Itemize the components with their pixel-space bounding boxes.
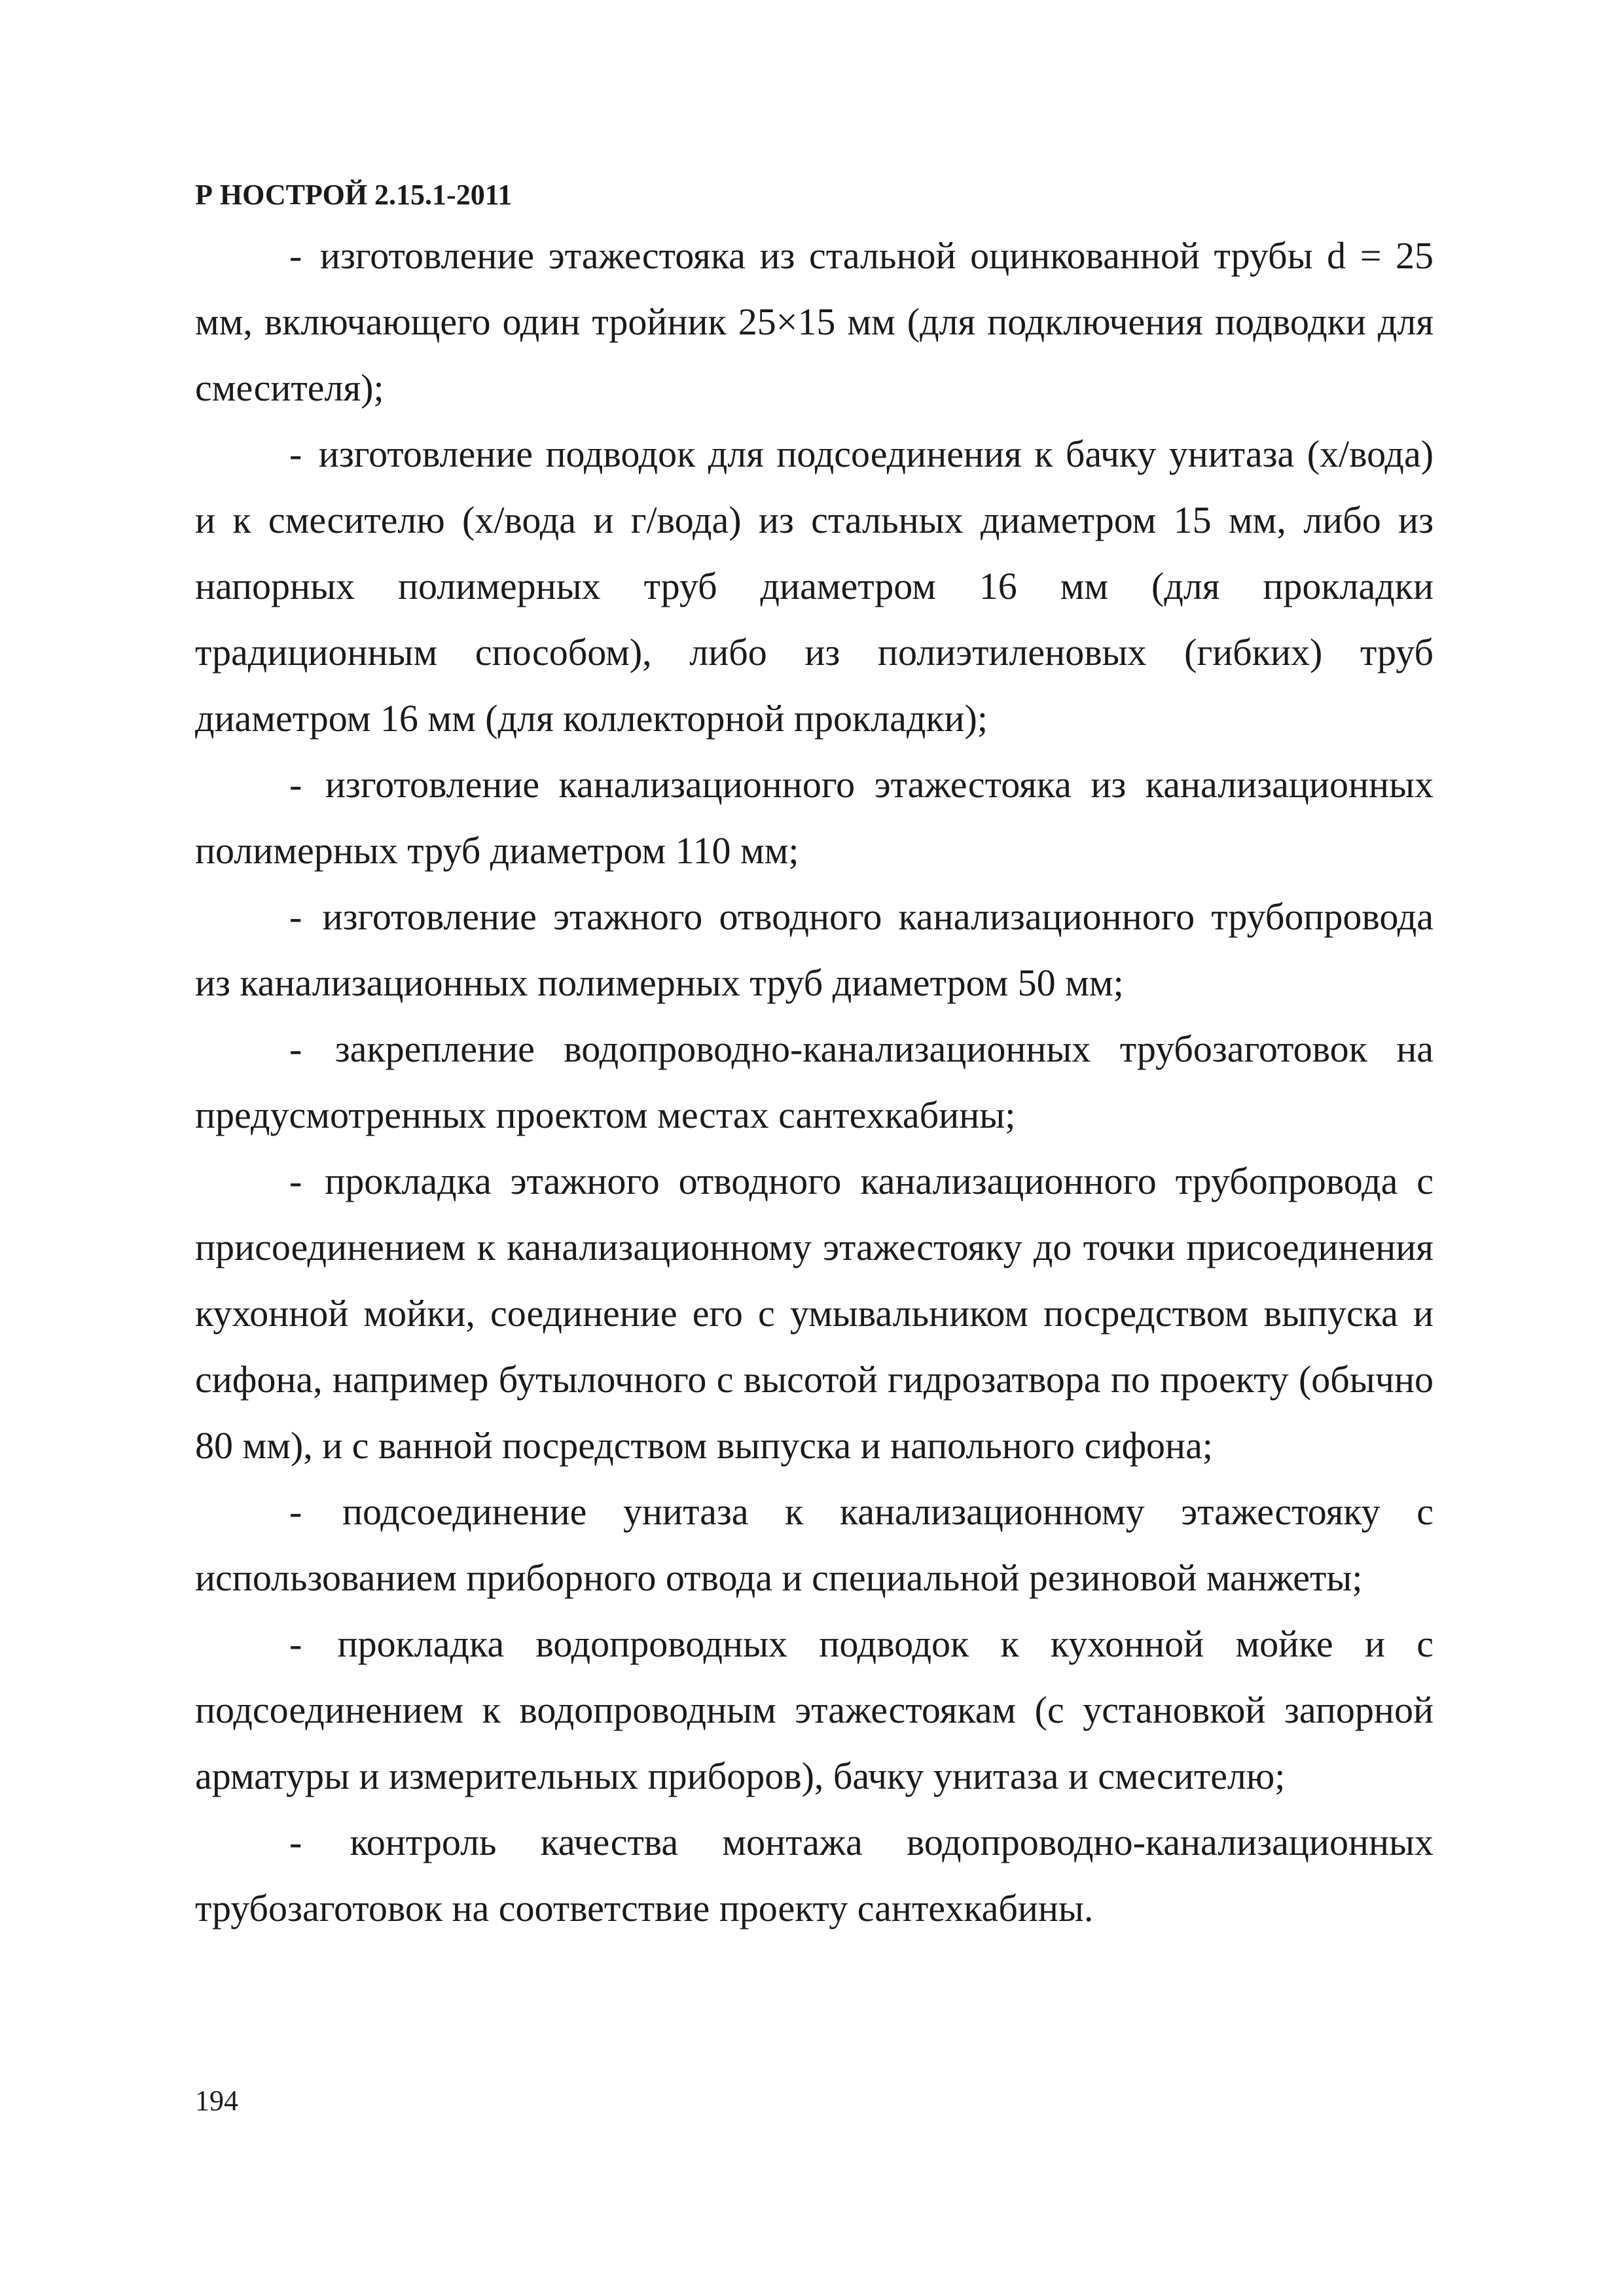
list-item-text: изготовление подводок для подсоединения к бачку унитаза (х/вода) и к смесителю (х/вода и г/вода) из стальных диаметром 15 мм, либо из напорных полимерных труб диаметром 16 мм (для прокладки традиционным способом), либо из полиэтиленовых (гибких) труб диаметром 16 мм (для коллекторной прокладки); <box>195 433 1434 740</box>
list-item <box>195 751 1434 884</box>
list-item <box>195 884 1434 1016</box>
list-item-text: подсоединение унитаза к канализационному этажестояку с использованием приборного отвода и специальной резиновой манжеты; <box>195 1490 1434 1599</box>
list-dash: - <box>289 1623 302 1665</box>
list-body <box>195 223 1434 1941</box>
list-item <box>195 1479 1434 1611</box>
list-item <box>195 1611 1434 1809</box>
page-number: 194 <box>195 2085 238 2117</box>
list-item <box>195 1016 1434 1148</box>
list-item-text: закрепление водопроводно-канализационных трубозаготовок на предусмотренных проектом местах сантехкабины; <box>195 1028 1434 1136</box>
list-item-text: изготовление канализационного этажестояка из канализационных полимерных труб диаметром 110 мм; <box>195 763 1434 872</box>
list-dash: - <box>289 1821 302 1863</box>
list-dash: - <box>289 1160 302 1202</box>
list-item-text: контроль качества монтажа водопроводно-канализационных трубозаготовок на соответствие проекту сантехкабины. <box>195 1821 1434 1929</box>
document-code-header: Р НОСТРОЙ 2.15.1-2011 <box>195 179 513 211</box>
list-item-text: изготовление этажестояка из стальной оцинкованной трубы d = 25 мм, включающего один тройник 25×15 мм (для подключения подводки для смесителя); <box>195 234 1434 409</box>
list-item <box>195 421 1434 751</box>
list-item <box>195 1809 1434 1941</box>
list-dash: - <box>289 433 302 475</box>
list-dash: - <box>289 763 302 806</box>
list-item-text: прокладка этажного отводного канализационного трубопровода с присоединением к канализационному этажестояку до точки присоединения кухонной мойки, соединение его с умывальником посредством выпуска и сифона, например бутылочного с высотой гидрозатвора по проекту (обычно 80 мм), и с ванной посредством выпуска и напольного сифона; <box>195 1160 1434 1467</box>
list-dash: - <box>289 234 302 277</box>
list-item-text: прокладка водопроводных подводок к кухонной мойке и с подсоединением к водопроводным этажестоякам (с установкой запорной арматуры и измерительных приборов), бачку унитаза и смесителю; <box>195 1623 1434 1797</box>
list-item-text: изготовление этажного отводного канализационного трубопровода из канализационных полимерных труб диаметром 50 мм; <box>195 895 1434 1004</box>
list-dash: - <box>289 1490 302 1533</box>
list-item <box>195 223 1434 421</box>
list-dash: - <box>289 1028 302 1070</box>
list-dash: - <box>289 895 302 938</box>
list-item <box>195 1148 1434 1479</box>
